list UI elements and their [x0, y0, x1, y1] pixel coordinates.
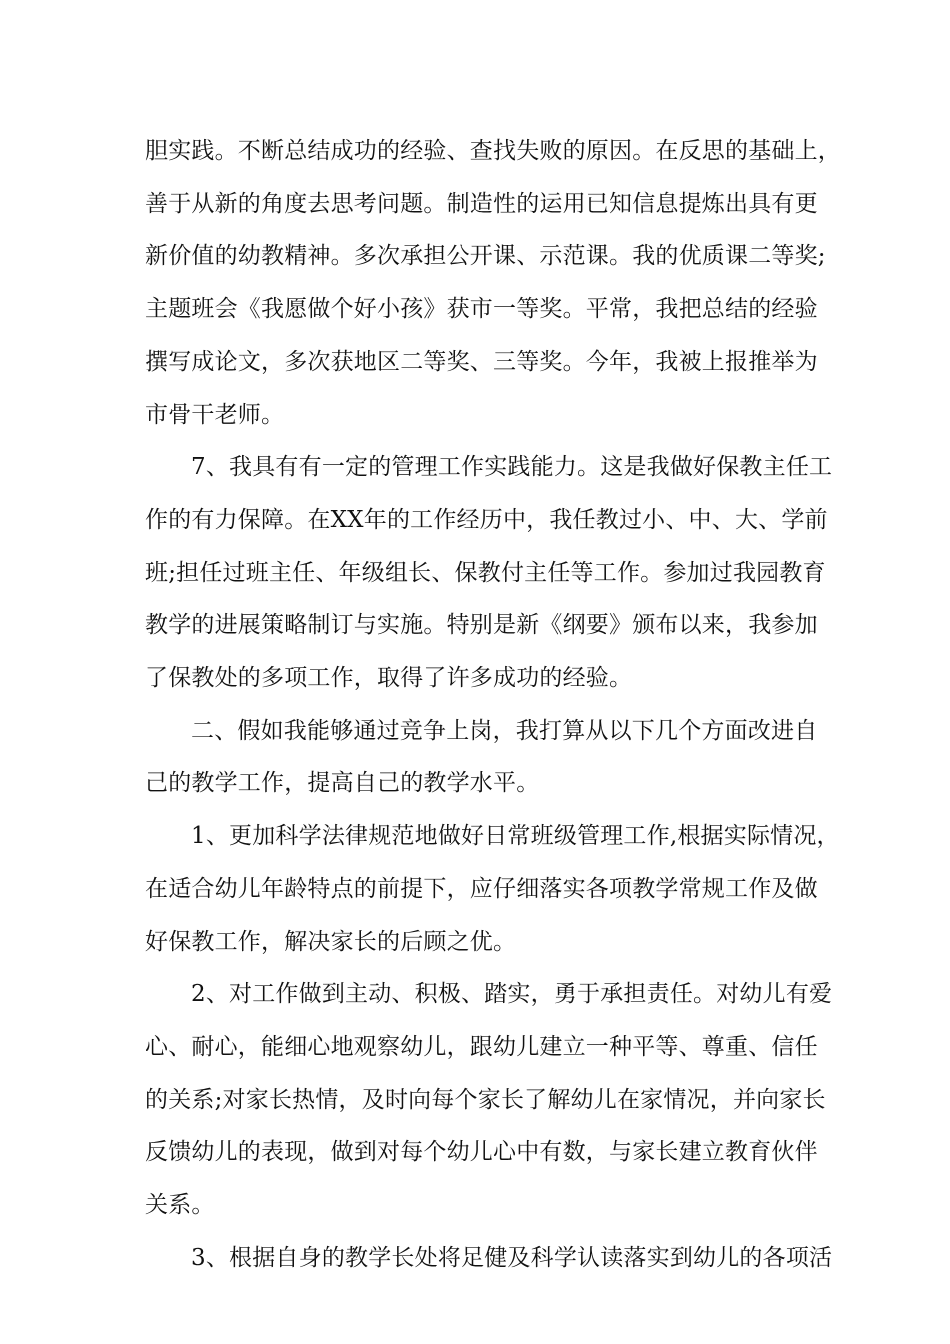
text-line: 撰写成论文，多次获地区二等奖、三等奖。今年，我被上报推举为 [145, 348, 818, 375]
text-line: 胆实践。不断总结成功的经验、查找失败的原因。在反思的基础上， [145, 138, 841, 164]
text-line: 主题班会《我愿做个好小孩》获市一等奖。平常，我把总结的经验 [145, 296, 818, 323]
text-line: 反馈幼儿的表现，做到对每个幼儿心中有数，与家长建立教育伙伴 [145, 1139, 818, 1166]
text-line: 了保教处的多项工作，取得了许多成功的经验。 [145, 665, 633, 692]
text-line: 己的教学工作，提高自己的教学水平。 [145, 770, 540, 797]
text-line: 好保教工作，解决家长的后顾之优。 [145, 928, 517, 955]
text-line: 二、假如我能够通过竞争上岗，我打算从以下几个方面改进自 [191, 717, 818, 744]
text-line: 7、我具有有一定的管理工作实践能力。这是我做好保教主任工 [191, 454, 833, 481]
paragraph-item-2 [145, 968, 833, 1232]
text-line: 2、对工作做到主动、积极、踏实，勇于承担责任。对幼儿有爱 [191, 981, 833, 1008]
paragraph-section-2 [145, 705, 818, 810]
text-line: 作的有力保障。在XX年的工作经历中，我任教过小、中、大、学前 [145, 506, 828, 533]
text-line: 在适合幼儿年龄特点的前提下，应仔细落实各项教学常规工作及做 [145, 875, 818, 902]
paragraph-item-7 [145, 441, 833, 705]
text-line: 心、耐心，能细心地观察幼儿，跟幼儿建立一种平等、尊重、信任 [145, 1033, 818, 1060]
text-line: 3、根据自身的教学长处将足健及科学认读落实到幼儿的各项活 [191, 1244, 833, 1271]
document-body [145, 125, 841, 1284]
paragraph-item-1 [145, 810, 840, 968]
text-line: 的关系;对家长热情，及时向每个家长了解幼儿在家情况，并向家长 [145, 1086, 826, 1113]
text-line: 新价值的幼教精神。多次承担公开课、示范课。我的优质课二等奖; [145, 243, 826, 270]
text-line: 善于从新的角度去思考问题。制造性的运用已知信息提炼出具有更 [145, 190, 818, 217]
text-line: 市骨干老师。 [145, 401, 285, 428]
paragraph-item-3 [145, 1232, 833, 1285]
text-line: 班;担任过班主任、年级组长、保教付主任等工作。参加过我园教育 [145, 559, 826, 586]
text-line: 1、更加科学法律规范地做好日常班级管理工作,根据实际情况， [191, 823, 840, 850]
text-line: 关系。 [145, 1192, 215, 1219]
text-line: 教学的进展策略制订与实施。特别是新《纲要》颁布以来，我参加 [145, 612, 818, 639]
paragraph-continuation [145, 125, 841, 441]
